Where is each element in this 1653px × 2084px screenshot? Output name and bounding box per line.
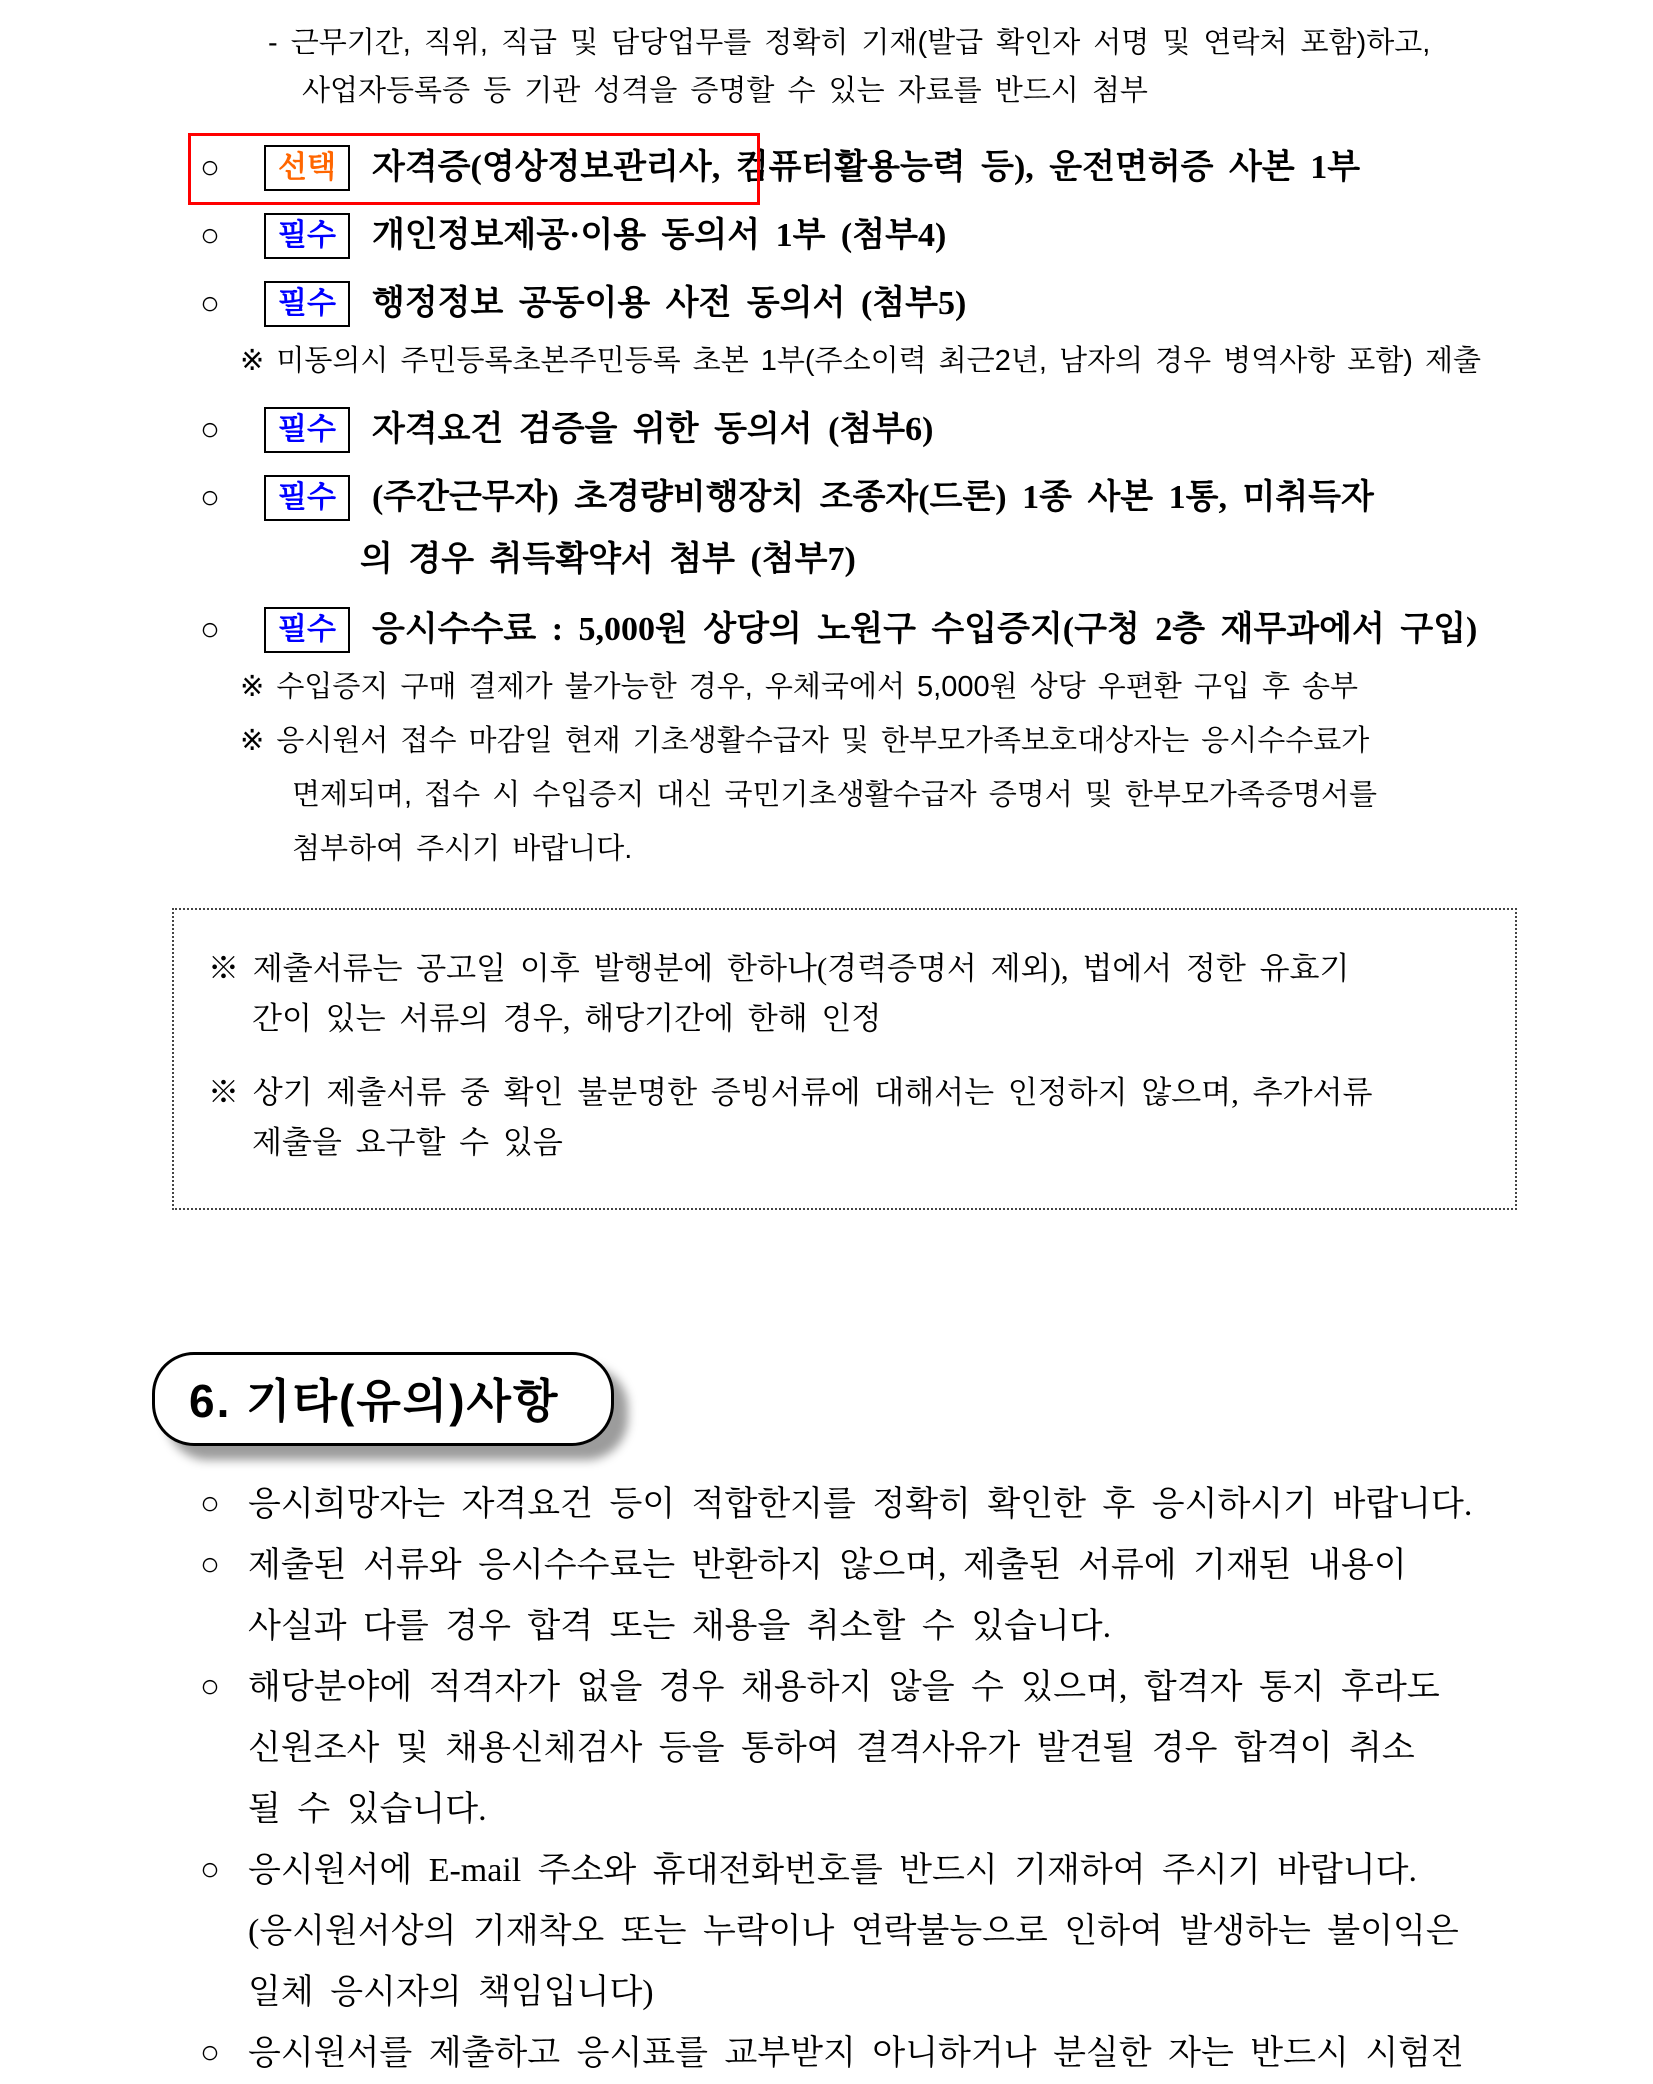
bullet-circle-icon: ○ xyxy=(200,286,220,322)
checklist-item-admin-info-consent xyxy=(200,274,1593,334)
checklist-item-continuation: 의 경우 취득확약서 첨부 (첨부7) xyxy=(360,541,856,578)
section-6-item-continuation: 신원조사 및 채용신체검사 등을 통하여 결격사유가 발견될 경우 합격이 취소 xyxy=(248,1730,1415,1767)
section-6-item-text: 제출된 서류와 응시수수료는 반환하지 않으며, 제출된 서류에 기재된 내용이 xyxy=(248,1547,1407,1584)
checklist-item-text: (주간근무자) 초경량비행장치 조종자(드론) 1종 사본 1통, 미취득자 xyxy=(371,479,1374,516)
section-6-item-continuation: 될 수 있습니다. xyxy=(248,1791,487,1828)
fee-subnote: ※ 수입증지 구매 결제가 불가능한 경우, 우체국에서 5,000원 상당 우편환 구입 후 송부 xyxy=(240,671,1359,703)
section-6-item-continuation: 일체 응시자의 책임입니다) xyxy=(248,1974,654,2011)
bullet-circle-icon: ○ xyxy=(200,480,220,516)
section-6-notes-list xyxy=(0,1474,1653,2084)
fee-subnote-continuation: 면제되며, 접수 시 수입증지 대신 국민기초생활수급자 증명서 및 한부모가족증명서를 xyxy=(292,779,1378,811)
checklist-item-qualification-consent xyxy=(200,400,1593,460)
section-6-item-text: 응시원서를 제출하고 응시표를 교부받지 아니하거나 분실한 자는 반드시 시험전 xyxy=(248,2035,1464,2072)
checklist-item-drone-license xyxy=(200,468,1593,528)
notice-line-continuation: 제출을 요구할 수 있음 xyxy=(252,1125,563,1160)
bullet-circle-icon: ○ xyxy=(200,1547,220,1583)
bullet-circle-icon: ○ xyxy=(200,1486,220,1522)
checklist-item-text: 행정정보 공동이용 사전 동의서 (첨부5) xyxy=(371,285,967,322)
bullet-circle-icon: ○ xyxy=(200,1852,220,1888)
checklist-item-text: 응시수수료 : 5,000원 상당의 노원구 수입증지(구청 2층 재무과에서 구입) xyxy=(371,611,1478,648)
bullet-circle-icon: ○ xyxy=(200,150,220,186)
required-badge: 필수 xyxy=(264,407,350,453)
section-6-item xyxy=(200,1840,1603,2023)
dotted-notice-box xyxy=(172,908,1517,1210)
section-6-item-text: 해당분야에 적격자가 없을 경우 채용하지 않을 수 있으며, 합격자 통지 후라도 xyxy=(248,1669,1440,1706)
checklist-item-exam-fee xyxy=(200,600,1593,660)
intro-line: 사업자등록증 등 기관 성격을 증명할 수 있는 자료를 반드시 첨부 xyxy=(302,75,1148,107)
bullet-circle-icon: ○ xyxy=(200,2035,220,2071)
section-6-item-text: 응시희망자는 자격요건 등이 적합한지를 정확히 확인한 후 응시하시기 바랍니다. xyxy=(248,1486,1473,1523)
document-checklist xyxy=(0,138,1653,874)
required-badge: 필수 xyxy=(264,281,350,327)
section-6-header: 6. 기타(유의)사항 xyxy=(152,1352,614,1446)
checklist-subnote: ※ 미동의시 주민등록초본주민등록 초본 1부(주소이력 최근2년, 남자의 경우 병역사항 포함) 제출 xyxy=(240,345,1482,377)
fee-subnote: ※ 응시원서 접수 마감일 현재 기초생활수급자 및 한부모가족보호대상자는 응시수수료가 xyxy=(240,725,1370,757)
section-6-item xyxy=(200,1657,1603,1840)
required-badge: 필수 xyxy=(264,213,350,259)
intro-paragraph xyxy=(0,0,1653,114)
checklist-item-text: 개인정보제공·이용 동의서 1부 (첨부4) xyxy=(371,217,947,254)
required-badge: 필수 xyxy=(264,475,350,521)
notice-line: ※ 제출서류는 공고일 이후 발행분에 한하나(경력증명서 제외), 법에서 정한 유효기 xyxy=(208,951,1350,986)
intro-line: - 근무기간, 직위, 직급 및 담당업무를 정확히 기재(발급 확인자 서명 및 연락처 포함)하고, xyxy=(268,27,1431,59)
fee-subnote-continuation: 첨부하여 주시기 바랍니다. xyxy=(292,833,633,865)
checklist-item-text: 자격증(영상정보관리사, 컴퓨터활용능력 등), 운전면허증 사본 1부 xyxy=(371,149,1361,186)
checklist-item-text: 자격요건 검증을 위한 동의서 (첨부6) xyxy=(371,411,934,448)
checklist-item-certificates xyxy=(200,138,1593,198)
section-6-item xyxy=(200,2023,1603,2084)
notice-line: ※ 상기 제출서류 중 확인 불분명한 증빙서류에 대해서는 인정하지 않으며, 추가서류 xyxy=(208,1075,1373,1110)
required-badge: 필수 xyxy=(264,607,350,653)
bullet-circle-icon: ○ xyxy=(200,412,220,448)
section-6-item xyxy=(200,1474,1603,1535)
bullet-circle-icon: ○ xyxy=(200,612,220,648)
notice-line-continuation: 간이 있는 서류의 경우, 해당기간에 한해 인정 xyxy=(252,1001,882,1036)
optional-badge: 선택 xyxy=(264,145,350,191)
bullet-circle-icon: ○ xyxy=(200,1669,220,1705)
bullet-circle-icon: ○ xyxy=(200,218,220,254)
checklist-item-privacy-consent xyxy=(200,206,1593,266)
section-6-item-continuation: 사실과 다를 경우 합격 또는 채용을 취소할 수 있습니다. xyxy=(248,1608,1112,1645)
section-6-item xyxy=(200,1535,1603,1657)
section-6-item-text: 응시원서에 E-mail 주소와 휴대전화번호를 반드시 기재하여 주시기 바랍니다. xyxy=(248,1852,1417,1889)
section-6-item-continuation: (응시원서상의 기재착오 또는 누락이나 연락불능으로 인하여 발생하는 불이익은 xyxy=(248,1913,1459,1950)
